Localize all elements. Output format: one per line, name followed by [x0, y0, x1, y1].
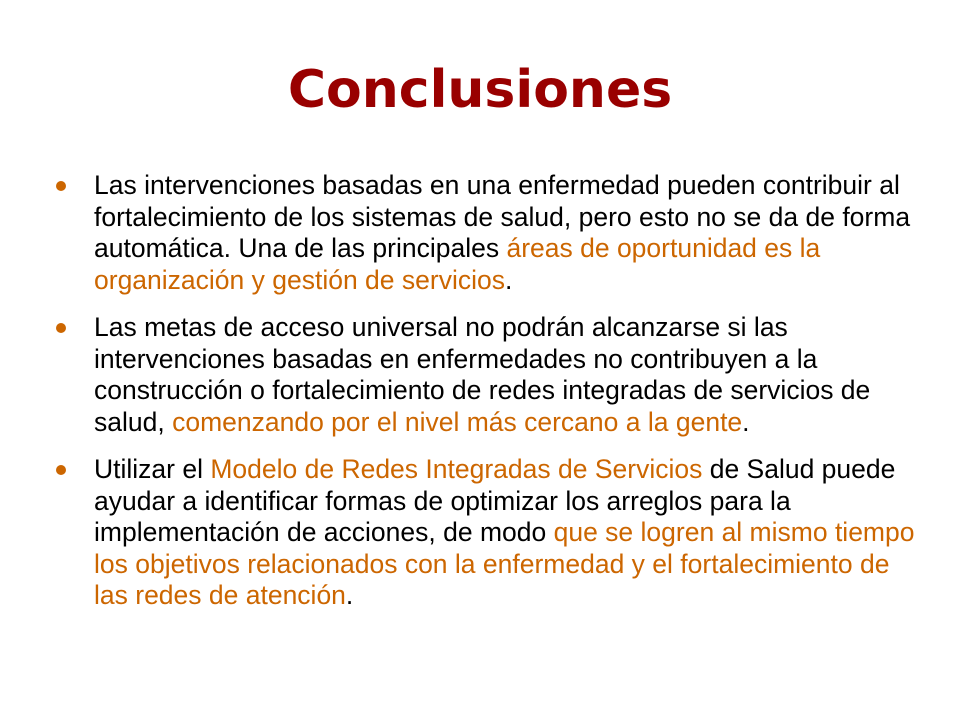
bullet-text: Utilizar el	[94, 454, 211, 484]
bullet-highlight: comenzando por el nivel más cercano a la gente	[172, 406, 743, 437]
bullet-text: Las metas de acceso universal no podrán alcanzarse si las intervenciones basadas en enfermedades no contribuyen a la construcción o fortalecimiento de redes integradas de servicios de salud,	[94, 312, 871, 437]
bullet-text-mid: de Salud puede ayudar a identificar formas de optimizar los arreglos para la implementación de acciones, de modo	[94, 454, 896, 547]
bullet-dot-icon	[56, 181, 66, 191]
bullet-highlight-2: que se logren al mismo tiempo los objetivos relacionados con la enfermedad y el fortalecimiento de las redes de atención	[94, 517, 915, 610]
bullet-dot-icon	[56, 323, 66, 333]
bullet-item-1	[56, 170, 926, 296]
bullet-text-end: .	[345, 580, 354, 610]
slide-title: Conclusiones	[287, 60, 673, 120]
bullet-text-end: .	[742, 406, 750, 437]
bullet-dot-icon	[56, 465, 66, 475]
bullet-list	[56, 170, 926, 628]
bullet-highlight: áreas de oportunidad es la organización y gestión de servicios	[94, 233, 821, 295]
bullet-highlight: Modelo de Redes Integradas de Servicios	[210, 454, 703, 484]
bullet-text-end: .	[504, 264, 513, 295]
bullet-text: Las intervenciones basadas en una enfermedad pueden contribuir al fortalecimiento de los sistemas de salud, pero esto no se da de forma automática. Una de las principales	[94, 170, 911, 263]
bullet-item-3	[56, 454, 926, 612]
bullet-item-2	[56, 312, 926, 438]
